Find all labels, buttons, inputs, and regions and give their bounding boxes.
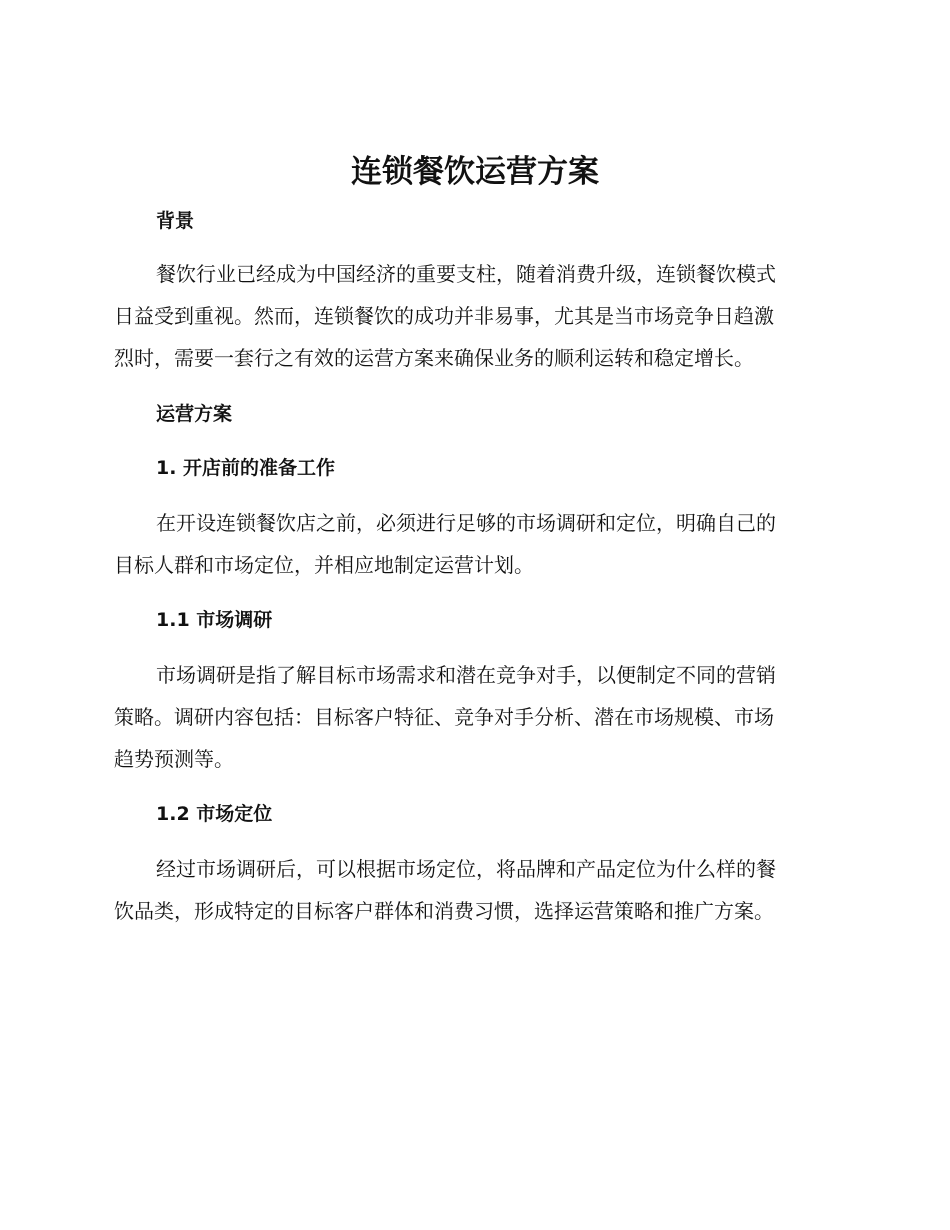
paragraph-market-positioning: [114, 848, 834, 932]
paragraph-line: 市场调研是指了解目标市场需求和潜在竞争对手，以便制定不同的营销: [156, 663, 776, 687]
paragraph-line: 烈时，需要一套行之有效的运营方案来确保业务的顺利运转和稳定增长。: [114, 346, 754, 370]
paragraph-line: 日益受到重视。然而，连锁餐饮的成功并非易事，尤其是当市场竞争日趋激: [114, 304, 774, 328]
heading-pre-opening: 1. 开店前的准备工作: [156, 457, 336, 479]
paragraph-line: 趋势预测等。: [114, 747, 234, 771]
document-title: 连锁餐饮运营方案: [351, 154, 599, 190]
heading-background: 背景: [156, 210, 195, 232]
paragraph-line: 饮品类，形成特定的目标客户群体和消费习惯，选择运营策略和推广方案。: [114, 899, 774, 923]
paragraph-line: 餐饮行业已经成为中国经济的重要支柱，随着消费升级，连锁餐饮模式: [156, 262, 776, 286]
heading-market-positioning: 1.2 市场定位: [156, 803, 273, 825]
paragraph-line: 在开设连锁餐饮店之前，必须进行足够的市场调研和定位，明确自己的: [156, 511, 776, 535]
paragraph-line: 目标人群和市场定位，并相应地制定运营计划。: [114, 553, 534, 577]
paragraph-background: [114, 253, 834, 379]
paragraph-pre-opening: [114, 502, 834, 586]
heading-operation-plan: 运营方案: [156, 403, 233, 425]
paragraph-line: 经过市场调研后，可以根据市场定位，将品牌和产品定位为什么样的餐: [156, 857, 776, 881]
paragraph-line: 策略。调研内容包括：目标客户特征、竞争对手分析、潜在市场规模、市场: [114, 705, 774, 729]
paragraph-market-research: [114, 654, 834, 780]
heading-market-research: 1.1 市场调研: [156, 609, 273, 631]
